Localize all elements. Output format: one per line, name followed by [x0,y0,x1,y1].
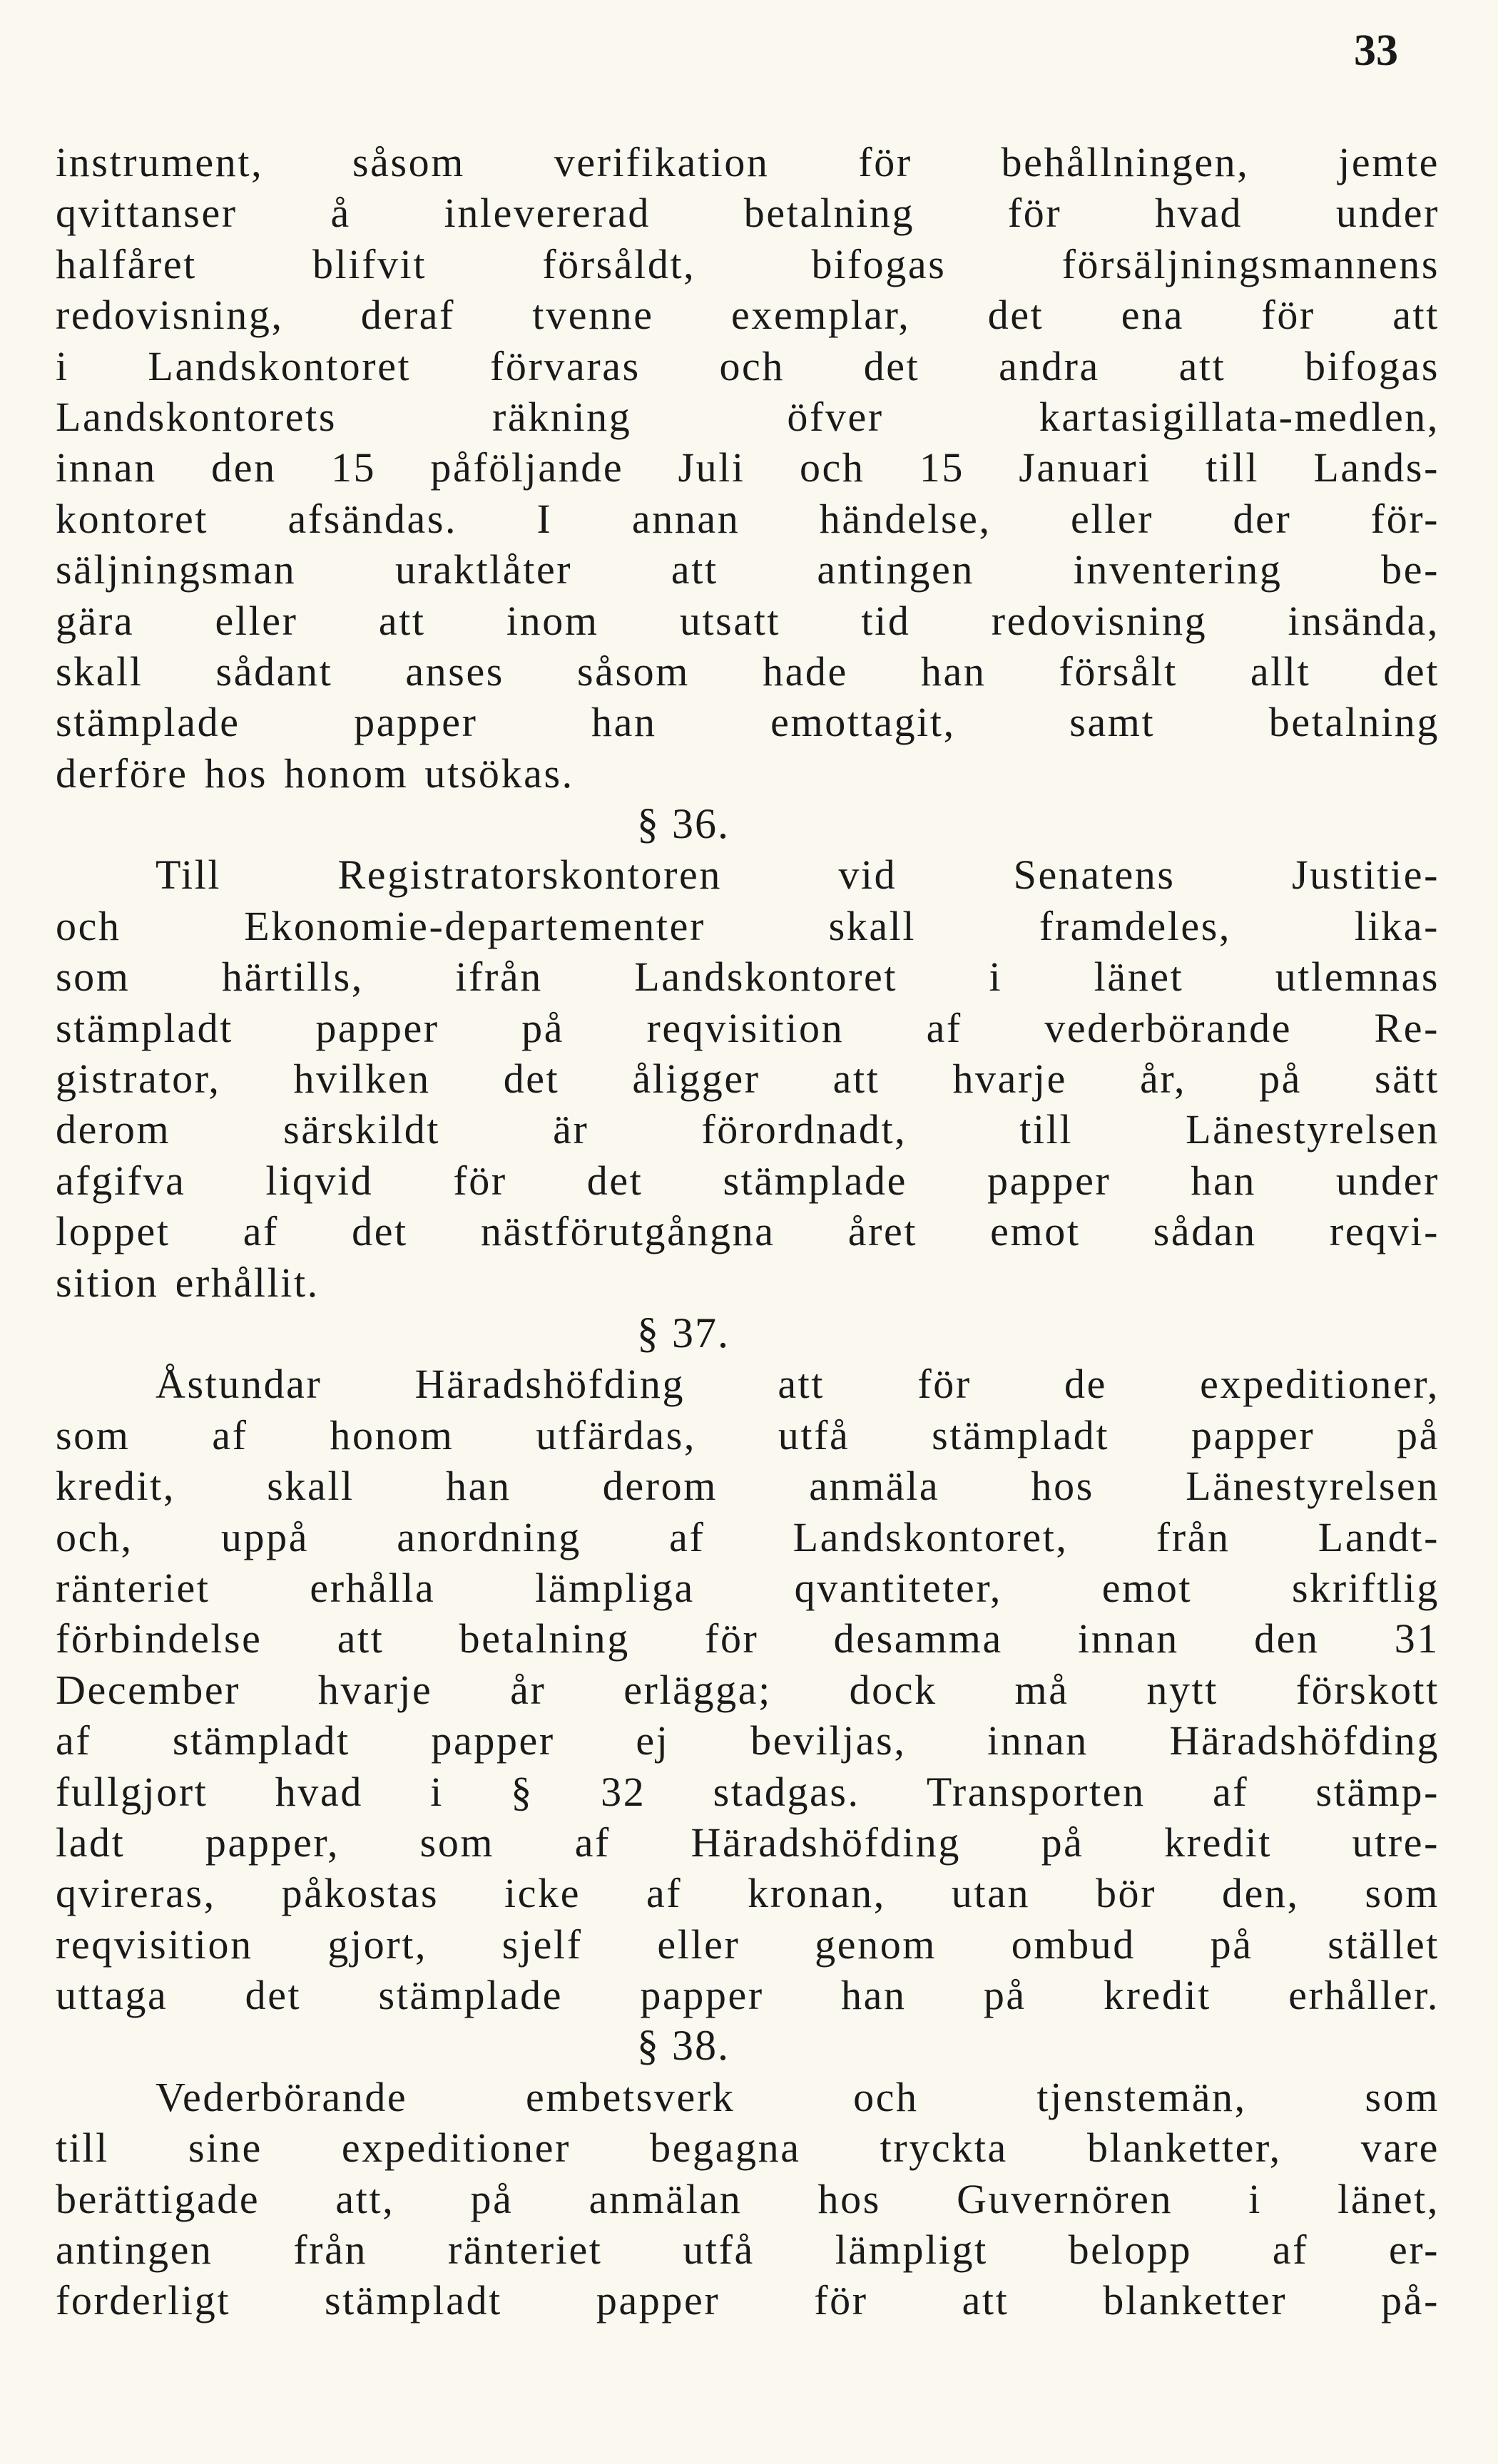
text-line: qvireras, påkostas icke af kronan, utan bör den, som [56,1870,1440,1917]
text-line: halfåret blifvit försåldt, bifogas försäljningsmannens [56,240,1440,287]
text-line: berättigade att, på anmälan hos Guvernören i länet, [56,2175,1440,2222]
text-line: ladt papper, som af Häradshöfding på kredit utre- [56,1819,1440,1866]
section-38 [56,2020,1440,2326]
text-line: gära eller att inom utsatt tid redovisning insända, [56,597,1440,644]
text-line: och, uppå anordning af Landskontoret, från Landt- [56,1513,1440,1560]
text-line: ränteriet erhålla lämpliga qvantiteter, emot skriftlig [56,1564,1440,1611]
section-heading: § 36. [637,800,730,848]
text-line: fullgjort hvad i § 32 stadgas. Transporten af stämp- [56,1768,1440,1815]
section-37 [56,1308,1440,2020]
text-line: förbindelse att betalning för desamma innan den 31 [56,1615,1440,1662]
text-line: uttaga det stämplade papper han på kredit erhåller. [56,1972,1440,2019]
text-line: sition erhållit. [56,1259,320,1306]
section-heading: § 38. [637,2022,730,2070]
text-line: redovisning, deraf tvenne exemplar, det ena för att [56,292,1440,339]
text-line: gistrator, hvilken det åligger att hvarje år, på sätt [56,1055,1440,1103]
section-36 [56,799,1440,1308]
text-line: forderligt stämpladt papper för att blanketter på- [56,2277,1440,2324]
text-line: som af honom utfärdas, utfå stämpladt papper på [56,1411,1440,1458]
text-line: och Ekonomie-departementer skall framdeles, lika- [56,902,1440,949]
text-line: som härtills, ifrån Landskontoret i länet utlemnas [56,954,1440,1001]
text-line: Vederbörande embetsverk och tjenstemän, som [156,2073,1440,2120]
text-line: till sine expeditioner begagna tryckta blanketter, vare [56,2125,1440,2172]
text-line: i Landskontoret förvaras och det andra att bifogas [56,342,1440,389]
text-line: derföre hos honom utsökas. [56,750,574,797]
text-line: Landskontorets räkning öfver kartasigillata-medlen, [56,393,1440,440]
text-line: stämplade papper han emottagit, samt betalning [56,699,1440,746]
text-line: instrument, såsom verifikation för behållningen, jemte [56,139,1440,185]
text-line: qvittanser å inlevererad betalning för hvad under [56,190,1440,237]
text-line: Till Registratorskontoren vid Senatens Justitie- [156,852,1440,899]
text-line: loppet af det nästförutgångna året emot sådan reqvi- [56,1208,1440,1255]
text-line: antingen från ränteriet utfå lämpligt belopp af er- [56,2227,1440,2274]
text-line: stämpladt papper på reqvisition af vederbörande Re- [56,1004,1440,1051]
text-line: reqvisition gjort, sjelf eller genom ombud på stället [56,1921,1440,1968]
text-line: derom särskildt är förordnadt, till Länestyrelsen [56,1106,1440,1153]
text-line: innan den 15 påföljande Juli och 15 Januari till Lands- [56,444,1440,491]
page-number: 33 [1354,26,1398,75]
text-line: skall sådant anses såsom hade han försålt allt det [56,648,1440,695]
section-heading: § 37. [637,1309,730,1356]
body-text [56,137,1440,2326]
text-line: säljningsman uraktlåter att antingen inventering be- [56,546,1440,593]
text-line: afgifva liqvid för det stämplade papper han under [56,1157,1440,1204]
text-line: Åstundar Häradshöfding att för de expeditioner, [156,1361,1440,1408]
text-line: af stämpladt papper ej beviljas, innan Häradshöfding [56,1717,1440,1764]
text-line: kredit, skall han derom anmäla hos Länestyrelsen [56,1463,1440,1510]
text-line: kontoret afsändas. I annan händelse, eller der för- [56,495,1440,542]
text-line: December hvarje år erlägga; dock må nytt förskott [56,1666,1440,1713]
paragraph-continuation [56,137,1440,799]
